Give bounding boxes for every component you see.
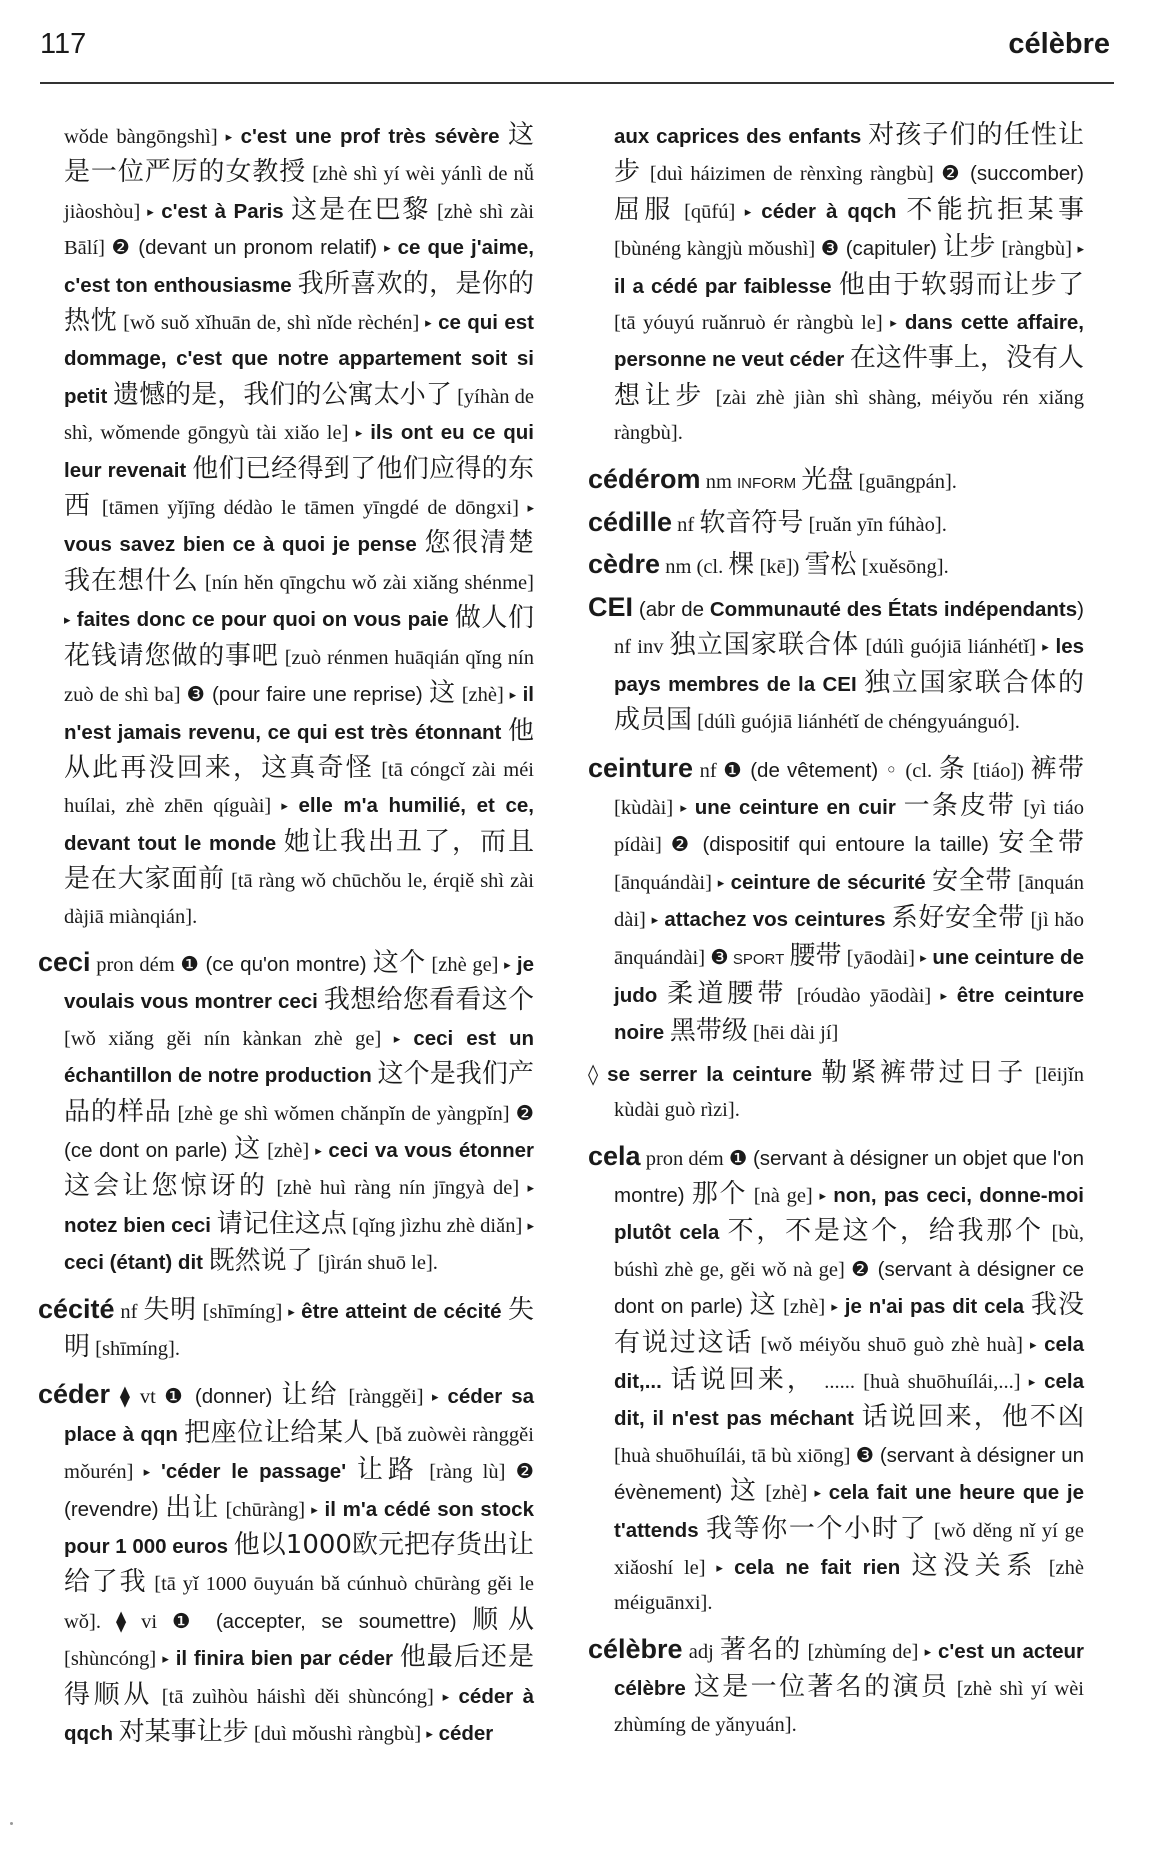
entry-cedille: [588, 505, 1084, 543]
chinese-text: 在这件事上，没有人想让步: [614, 343, 1084, 411]
ceder-continued: [588, 118, 1084, 452]
example-phrase: cela fait une heure que je t'attends: [614, 1481, 1084, 1542]
sense-marker: ❷: [515, 1100, 534, 1125]
example-phrase: ceci est un échantillon de notre production: [64, 1026, 534, 1088]
chinese-text: 失明: [143, 1294, 197, 1325]
text: [róudào yāodài]: [787, 984, 941, 1007]
entry-cei: [588, 590, 1084, 741]
example-phrase: être atteint de cécité: [294, 1299, 508, 1323]
example-marker-icon: ▸: [225, 130, 233, 145]
chinese-text: 这: [730, 1476, 759, 1507]
chinese-text: 让路: [356, 1455, 419, 1486]
text: [dúlì guójiā liánhétǐ de chéngyuánguó].: [692, 711, 1020, 734]
sense-marker: ❸: [710, 944, 729, 969]
example-marker-icon: ▸: [716, 1561, 723, 1577]
example-marker-icon: ▸: [1042, 640, 1049, 656]
chinese-text: 裤带: [1030, 753, 1084, 784]
page-header: [40, 28, 1120, 68]
text: [rànggěi]: [339, 1386, 432, 1409]
text: [zhè shì zài Bālí]: [64, 200, 534, 260]
entry-cecite: [38, 1292, 534, 1368]
text: [tā ràng wǒ chūchǒu le, érqiě shì zài dàjiā miànqián].: [64, 870, 534, 928]
example-marker-icon: ▸: [425, 316, 432, 332]
example-marker-icon: ▸: [831, 1300, 838, 1316]
text: [qūfú]: [674, 200, 745, 223]
example-phrase: ceci va vous étonner: [321, 1138, 534, 1162]
chinese-text: 勒紧裤带过日子: [821, 1057, 1027, 1088]
sense-marker: ❶: [723, 757, 744, 782]
example-marker-icon: ▸: [442, 1689, 450, 1705]
text: wǒde bàngōngshì]: [64, 126, 226, 148]
entry-cedre: [588, 547, 1084, 585]
text: [dúlì guójiā liánhétǐ]: [859, 636, 1043, 659]
example-marker-icon: ▸: [814, 1486, 822, 1502]
chinese-text: 一条皮带: [903, 790, 1017, 821]
sense-label: (servant à désigner un évènement): [614, 1443, 1084, 1505]
chinese-text: 这是一位著名的演员: [693, 1672, 950, 1703]
example-phrase: ce que j'aime, c'est ton enthousiasme: [64, 236, 534, 297]
example-marker-icon: ▸: [64, 613, 71, 629]
example-phrase: ceinture de sécurité: [724, 870, 933, 894]
sense-label: (ce qu'on montre): [199, 952, 373, 976]
chinese-text: 光盘: [801, 464, 854, 495]
text: [tāmen yǐjīng dédào le tāmen yīngdé de dōngxi]: [93, 497, 528, 520]
example-phrase: c'est un acteur célèbre: [614, 1639, 1084, 1701]
example-marker-icon: ▸: [281, 799, 288, 815]
headword: céder: [38, 1379, 111, 1410]
chinese-text: 独立国家联合体的成员国: [614, 667, 1084, 736]
chinese-text: 我没有说过这话: [614, 1290, 1084, 1358]
chinese-text: 我所喜欢的，是你的热忱: [64, 268, 534, 337]
chinese-text: 柔道腰带: [667, 978, 788, 1009]
text: [nà ge]: [747, 1184, 820, 1207]
sense-label: (servant à désigner un objet que l'on montre): [614, 1146, 1084, 1207]
chinese-text: 失明: [64, 1294, 535, 1362]
text: [tā cóngcǐ zài méi huílai, zhè zhēn qíguài]: [64, 758, 534, 818]
example-marker-icon: ▸: [527, 501, 534, 517]
headword: CEI: [588, 591, 634, 622]
chinese-text: 这个: [372, 947, 426, 978]
text: pron dém: [640, 1147, 729, 1170]
chinese-text: 对某事让步: [118, 1717, 249, 1748]
example-marker-icon: ▸: [288, 1304, 295, 1320]
chinese-text: 这是在巴黎: [291, 194, 431, 225]
sense-marker: ❶: [172, 1608, 201, 1633]
example-marker-icon: ▸: [890, 316, 897, 332]
chinese-text: 不，不是这个，给我那个: [727, 1216, 1044, 1247]
chinese-text: 著名的: [720, 1634, 802, 1665]
sense-marker: ❷: [941, 161, 962, 186]
sense-label: (accepter, se soumettre): [200, 1609, 473, 1633]
text: [wǒ suǒ xǐhuān de, shì nǐde rèchén]: [117, 312, 426, 335]
sense-marker: ◦: [885, 757, 899, 782]
headword: cécité: [38, 1293, 115, 1324]
example-marker-icon: ▸: [315, 1143, 322, 1159]
text: nm: [700, 470, 738, 493]
cesser-continued: [38, 118, 534, 935]
text: [chūràng]: [219, 1498, 312, 1521]
text: [shīmíng]: [196, 1300, 289, 1323]
chinese-text: 请记住这点: [216, 1208, 347, 1239]
sense-marker: ❶: [180, 951, 200, 976]
text: [zhè ge shì wǒmen chǎnpǐn de yàngpǐn]: [171, 1102, 516, 1125]
sense-label: (dispositif qui entoure la taille): [692, 833, 999, 857]
example-marker-icon: ▸: [147, 204, 154, 220]
example-marker-icon: ▸: [819, 1188, 826, 1204]
headword: célèbre: [588, 1633, 683, 1664]
example-marker-icon: ▸: [393, 1031, 401, 1047]
text: [jì hǎo ānquándài]: [614, 909, 1084, 969]
sense-label: (capituler): [839, 237, 943, 261]
example-phrase: vous savez bien ce à quoi je pense: [64, 533, 425, 557]
sense-marker: ❶: [164, 1384, 186, 1409]
example-marker-icon: ▸: [924, 1644, 932, 1660]
example-phrase: ce qui est dommage, c'est que notre appartement soit si petit: [64, 311, 534, 408]
text: [kē]): [754, 556, 805, 579]
text: [zuò rénmen huāqián qǐng nín zuò de shì ba]: [64, 646, 534, 707]
entry-ceci: [38, 945, 534, 1282]
text: adj: [682, 1640, 721, 1663]
example-marker-icon: ▸: [143, 1465, 151, 1481]
small-caps-label: INFORM: [737, 474, 797, 492]
example-marker-icon: ▸: [311, 1502, 318, 1518]
text: [lēijǐn kùdài guò rìzi].: [614, 1063, 1084, 1122]
example-phrase: céder sa place à qqn: [64, 1385, 534, 1446]
example-phrase: cela dit,...: [614, 1332, 1084, 1393]
entry-celebre: [588, 1632, 1084, 1743]
chinese-text: 遗憾的是，我们的公寓太小了: [113, 379, 452, 410]
example-phrase: une ceinture en cuir: [686, 795, 904, 819]
example-phrase: il n'est jamais revenu, ce qui est très étonnant: [64, 683, 534, 744]
chinese-text: 她让我出丑了，而且是在大家面前: [64, 826, 534, 895]
chinese-text: 既然说了: [208, 1246, 313, 1277]
chinese-text: 安全带: [932, 865, 1013, 896]
chinese-text: 黑带级: [669, 1016, 748, 1047]
sense-marker: ❷: [515, 1459, 534, 1484]
example-phrase: attachez vos ceintures: [658, 908, 892, 932]
chinese-text: 腰带: [789, 940, 842, 971]
example-phrase: céder à qqch: [64, 1684, 534, 1746]
example-marker-icon: ▸: [717, 875, 725, 891]
example-phrase: c'est à Paris: [153, 199, 292, 223]
example-phrase: être ceinture noire: [614, 983, 1084, 1045]
sense-marker: ◊: [588, 1061, 599, 1086]
text: nf inv: [614, 636, 670, 659]
chinese-text: 您很清楚我在想什么: [64, 528, 534, 596]
entry-ceder: [38, 1377, 534, 1752]
text: pron dém: [90, 953, 181, 976]
text: [zài zhè jiàn shì shàng, méiyǒu rén xiǎng ràngbù].: [614, 386, 1084, 445]
example-phrase: aux caprices des enfants: [614, 125, 869, 148]
sense-label: (revendre): [64, 1497, 166, 1521]
example-phrase: Communauté des États indépendants: [709, 597, 1078, 621]
example-phrase: non, pas ceci, donne-moi plutôt cela: [614, 1183, 1084, 1245]
chinese-text: 顺从: [472, 1604, 534, 1635]
text: [kùdài]: [614, 796, 681, 819]
text: nf: [693, 759, 724, 782]
text: [yì tiáo pídài]: [614, 796, 1084, 857]
sense-label: (ce dont on parle): [64, 1138, 235, 1162]
example-marker-icon: ▸: [920, 950, 927, 966]
sense-marker: ❸: [855, 1442, 875, 1467]
text: [zhè ge]: [425, 953, 505, 976]
chinese-text: 他从此再没回来，这真奇怪: [64, 715, 534, 783]
chinese-text: 这: [234, 1133, 262, 1164]
chinese-text: 把座位让给某人: [184, 1417, 371, 1448]
chinese-text: 这个是我们产品的样品: [64, 1059, 534, 1127]
text: [ràng lù]: [419, 1461, 516, 1484]
sense-label: (succomber): [961, 162, 1084, 186]
example-phrase: faites donc ce pour quoi on vous paie: [70, 608, 455, 632]
chinese-text: 我想给您看看这个: [323, 985, 534, 1016]
chinese-text: 出让: [165, 1492, 220, 1523]
example-phrase: elle m'a humilié, et ce, devant tout le monde: [64, 794, 534, 855]
example-marker-icon: ▸: [651, 913, 659, 929]
text: [wǒ méiyǒu shuō guò zhè huà]: [753, 1333, 1030, 1356]
text: [huà shuōhuílái, tā bù xiōng]: [614, 1444, 856, 1467]
chinese-text: 他由于软弱而让步了: [838, 269, 1084, 300]
chinese-text: 话说回来，: [670, 1365, 817, 1395]
sense-label: (pour faire une reprise): [205, 683, 430, 707]
example-marker-icon: ▸: [504, 957, 511, 973]
example-marker-icon: ▸: [509, 688, 517, 704]
text: [zhè huì ràng nín jīngyà de]: [268, 1177, 528, 1200]
chinese-text: 屈服: [614, 194, 675, 225]
text: [xuěsōng].: [856, 556, 949, 579]
example-phrase: les pays membres de la CEI: [614, 635, 1084, 696]
text: vi: [126, 1610, 173, 1633]
entry-ceinture: [588, 751, 1084, 1052]
header-rule: [40, 82, 1114, 84]
sense-marker: ❷: [851, 1256, 871, 1281]
headword: cédille: [588, 507, 673, 538]
sense-label: (devant un pronom relatif): [131, 236, 385, 260]
text: [jìrán shuō le].: [312, 1252, 438, 1275]
entry-cederom: [588, 462, 1084, 501]
headword: ceinture: [588, 752, 694, 783]
left-column: [38, 118, 534, 1762]
text: [bùnéng kàngjù mǒushì]: [614, 238, 821, 261]
headword: ceci: [38, 946, 91, 977]
sense-marker: ❷: [670, 832, 693, 857]
chinese-text: 雪松: [804, 550, 857, 581]
example-phrase: il a cédé par faiblesse: [614, 274, 839, 298]
example-phrase: il finira bien par céder: [168, 1647, 400, 1671]
chinese-text: 不能抗拒某事: [906, 194, 1084, 225]
text: [ānquándài]: [614, 871, 718, 894]
example-marker-icon: ▸: [527, 1218, 534, 1234]
text: nf: [114, 1300, 144, 1323]
example-phrase: dans cette affaire, personne ne veut céder: [614, 311, 1084, 372]
text: [guāngpán].: [853, 470, 957, 493]
chinese-text: 我等你一个小时了: [705, 1513, 928, 1544]
example-marker-icon: ▸: [355, 426, 363, 442]
example-marker-icon: ▸: [527, 1181, 534, 1197]
text: [ràngbù]: [995, 238, 1078, 261]
chinese-text: 这: [749, 1290, 777, 1321]
example-marker-icon: ▸: [162, 1652, 169, 1668]
example-phrase: céder: [432, 1722, 494, 1746]
text: [yíhàn de shì, wǒmende gōngyù tài xiǎo le]: [64, 385, 534, 445]
example-marker-icon: ▸: [426, 1727, 433, 1743]
text: [tiáo]): [966, 759, 1031, 782]
text: [zhè shì yí wèi yánlì de nǚ jiàoshòu]: [64, 163, 534, 223]
chinese-text: 让步: [942, 232, 996, 263]
chinese-text: 系好安全带: [891, 903, 1025, 934]
example-marker-icon: ▸: [680, 800, 687, 816]
example-phrase: céder à qqch: [751, 199, 907, 223]
small-caps-label: SPORT: [728, 950, 785, 968]
text: [zhùmíng de]: [801, 1640, 925, 1663]
idiom-serrer-ceinture: [588, 1056, 1084, 1129]
sense-marker: ❶: [728, 1145, 748, 1170]
sense-label: (de vêtement): [743, 758, 886, 782]
sense-marker: ❸: [820, 236, 840, 261]
text: [duì háizimen de rènxìng ràngbù]: [642, 163, 942, 186]
text: [zhè]: [261, 1139, 316, 1162]
right-column: [588, 118, 1084, 1753]
text: [bù, búshì zhè ge, gěi wǒ nà ge]: [614, 1222, 1084, 1281]
chinese-text: 棵: [728, 550, 755, 581]
text: vt: [139, 1386, 165, 1409]
chinese-text: 这是一位严厉的女教授: [64, 120, 534, 188]
sense-marker: ⧫: [110, 1384, 140, 1409]
headword: cela: [588, 1140, 641, 1171]
chinese-text: 条: [938, 753, 967, 784]
chinese-text: 这: [429, 678, 456, 709]
text: [zhè]: [455, 684, 510, 707]
text: [qǐng jìzhu zhè diǎn]: [346, 1214, 528, 1237]
example-marker-icon: ▸: [1077, 242, 1084, 258]
chinese-text: 他们已经得到了他们应得的东西: [64, 453, 534, 522]
example-phrase: ils ont eu ce qui leur revenait: [64, 421, 535, 482]
chinese-text: 安全带: [998, 828, 1084, 859]
text: [yāodài]: [841, 946, 921, 969]
text: [shùncóng]: [64, 1648, 163, 1671]
example-marker-icon: ▸: [940, 988, 947, 1004]
headword: cédérom: [588, 463, 701, 494]
page-number: 117: [40, 28, 87, 60]
margin-dot: [10, 1822, 13, 1825]
text: ...... [huà shuōhuílái,...]: [816, 1371, 1029, 1393]
text: [hēi dài jí]: [747, 1022, 839, 1045]
entry-cela: [588, 1139, 1084, 1622]
sense-marker: ⧫: [115, 1608, 127, 1633]
example-phrase: ceci (étant) dit: [64, 1251, 209, 1275]
example-phrase: cela dit, il n'est pas méchant: [614, 1370, 1084, 1431]
example-marker-icon: ▸: [1028, 1375, 1036, 1390]
text: [nín hěn qīngchu wǒ zài xiǎng shénme]: [198, 571, 534, 594]
example-phrase: je n'ai pas dit cela: [837, 1295, 1031, 1319]
text: [ānquán dài]: [614, 871, 1084, 932]
sense-label: (donner): [185, 1385, 282, 1409]
chinese-text: 对孩子们的任性让步: [614, 120, 1084, 188]
chinese-text: 让给: [281, 1380, 340, 1411]
example-phrase: une ceinture de judo: [614, 945, 1084, 1007]
text: [wǒ děng nǐ yí ge xiǎoshí le]: [614, 1519, 1084, 1580]
chinese-text: 这没关系: [911, 1551, 1038, 1582]
example-phrase: notez bien ceci: [64, 1213, 217, 1237]
example-phrase: c'est une prof très sévère: [232, 125, 508, 148]
text: [zhè]: [776, 1296, 832, 1319]
example-marker-icon: ▸: [1029, 1337, 1037, 1353]
text: [tā yóuyú ruǎnruò ér ràngbù le]: [614, 312, 891, 335]
example-phrase: je voulais vous montrer ceci: [64, 952, 534, 1014]
text: nf: [672, 514, 700, 537]
text: (cl.: [898, 759, 939, 782]
text: nm (cl.: [660, 556, 729, 579]
text: [duì mǒushì ràngbù]: [248, 1723, 427, 1746]
example-phrase: se serrer la ceinture: [598, 1062, 822, 1086]
example-marker-icon: ▸: [384, 241, 391, 257]
chinese-text: 话说回来，他不凶: [861, 1402, 1084, 1433]
chinese-text: 软音符号: [699, 508, 804, 539]
sense-label: (servant à désigner ce dont on parle): [614, 1257, 1085, 1319]
text: [ruǎn yīn fúhào].: [803, 514, 947, 537]
example-phrase: 'céder le passage': [150, 1460, 357, 1484]
sense-label: ): [1077, 597, 1084, 621]
text: [bǎ zuòwèi rànggěi mǒurén]: [64, 1423, 534, 1484]
sense-marker: ❷: [111, 235, 132, 260]
example-marker-icon: ▸: [431, 1390, 439, 1406]
text: [shīmíng].: [90, 1338, 180, 1360]
chinese-text: 独立国家联合体: [669, 630, 860, 661]
guide-word: célèbre: [1008, 28, 1110, 60]
text: [zhè shì yí wèi zhùmíng de yǎnyuán].: [614, 1678, 1084, 1736]
example-phrase: cela ne fait rien: [722, 1556, 912, 1580]
chinese-text: 他最后还是得顺从: [64, 1642, 534, 1710]
example-phrase: il m'a cédé son stock pour 1 000 euros: [64, 1497, 534, 1559]
sense-marker: ❸: [186, 682, 206, 707]
text: [wǒ xiǎng gěi nín kànkan zhè ge]: [64, 1027, 394, 1050]
sense-label: (abr de: [633, 597, 710, 621]
example-marker-icon: ▸: [744, 204, 752, 220]
text: [tā yǐ 1000 ōuyuán bǎ cúnhuò chūràng gěi le wǒ].: [64, 1573, 534, 1633]
text: [zhè méiguānxi].: [614, 1557, 1084, 1615]
headword: cèdre: [588, 549, 661, 580]
chinese-text: 那个: [691, 1178, 748, 1209]
text: [tā zuìhòu háishì děi shùncóng]: [153, 1685, 443, 1708]
chinese-text: 做人们花钱请您做的事吧: [64, 603, 534, 671]
chinese-text: 这会让您惊讶的: [64, 1171, 269, 1202]
chinese-text: 他以1000欧元把存货出让给了我: [64, 1530, 534, 1598]
text: [zhè]: [758, 1482, 815, 1505]
